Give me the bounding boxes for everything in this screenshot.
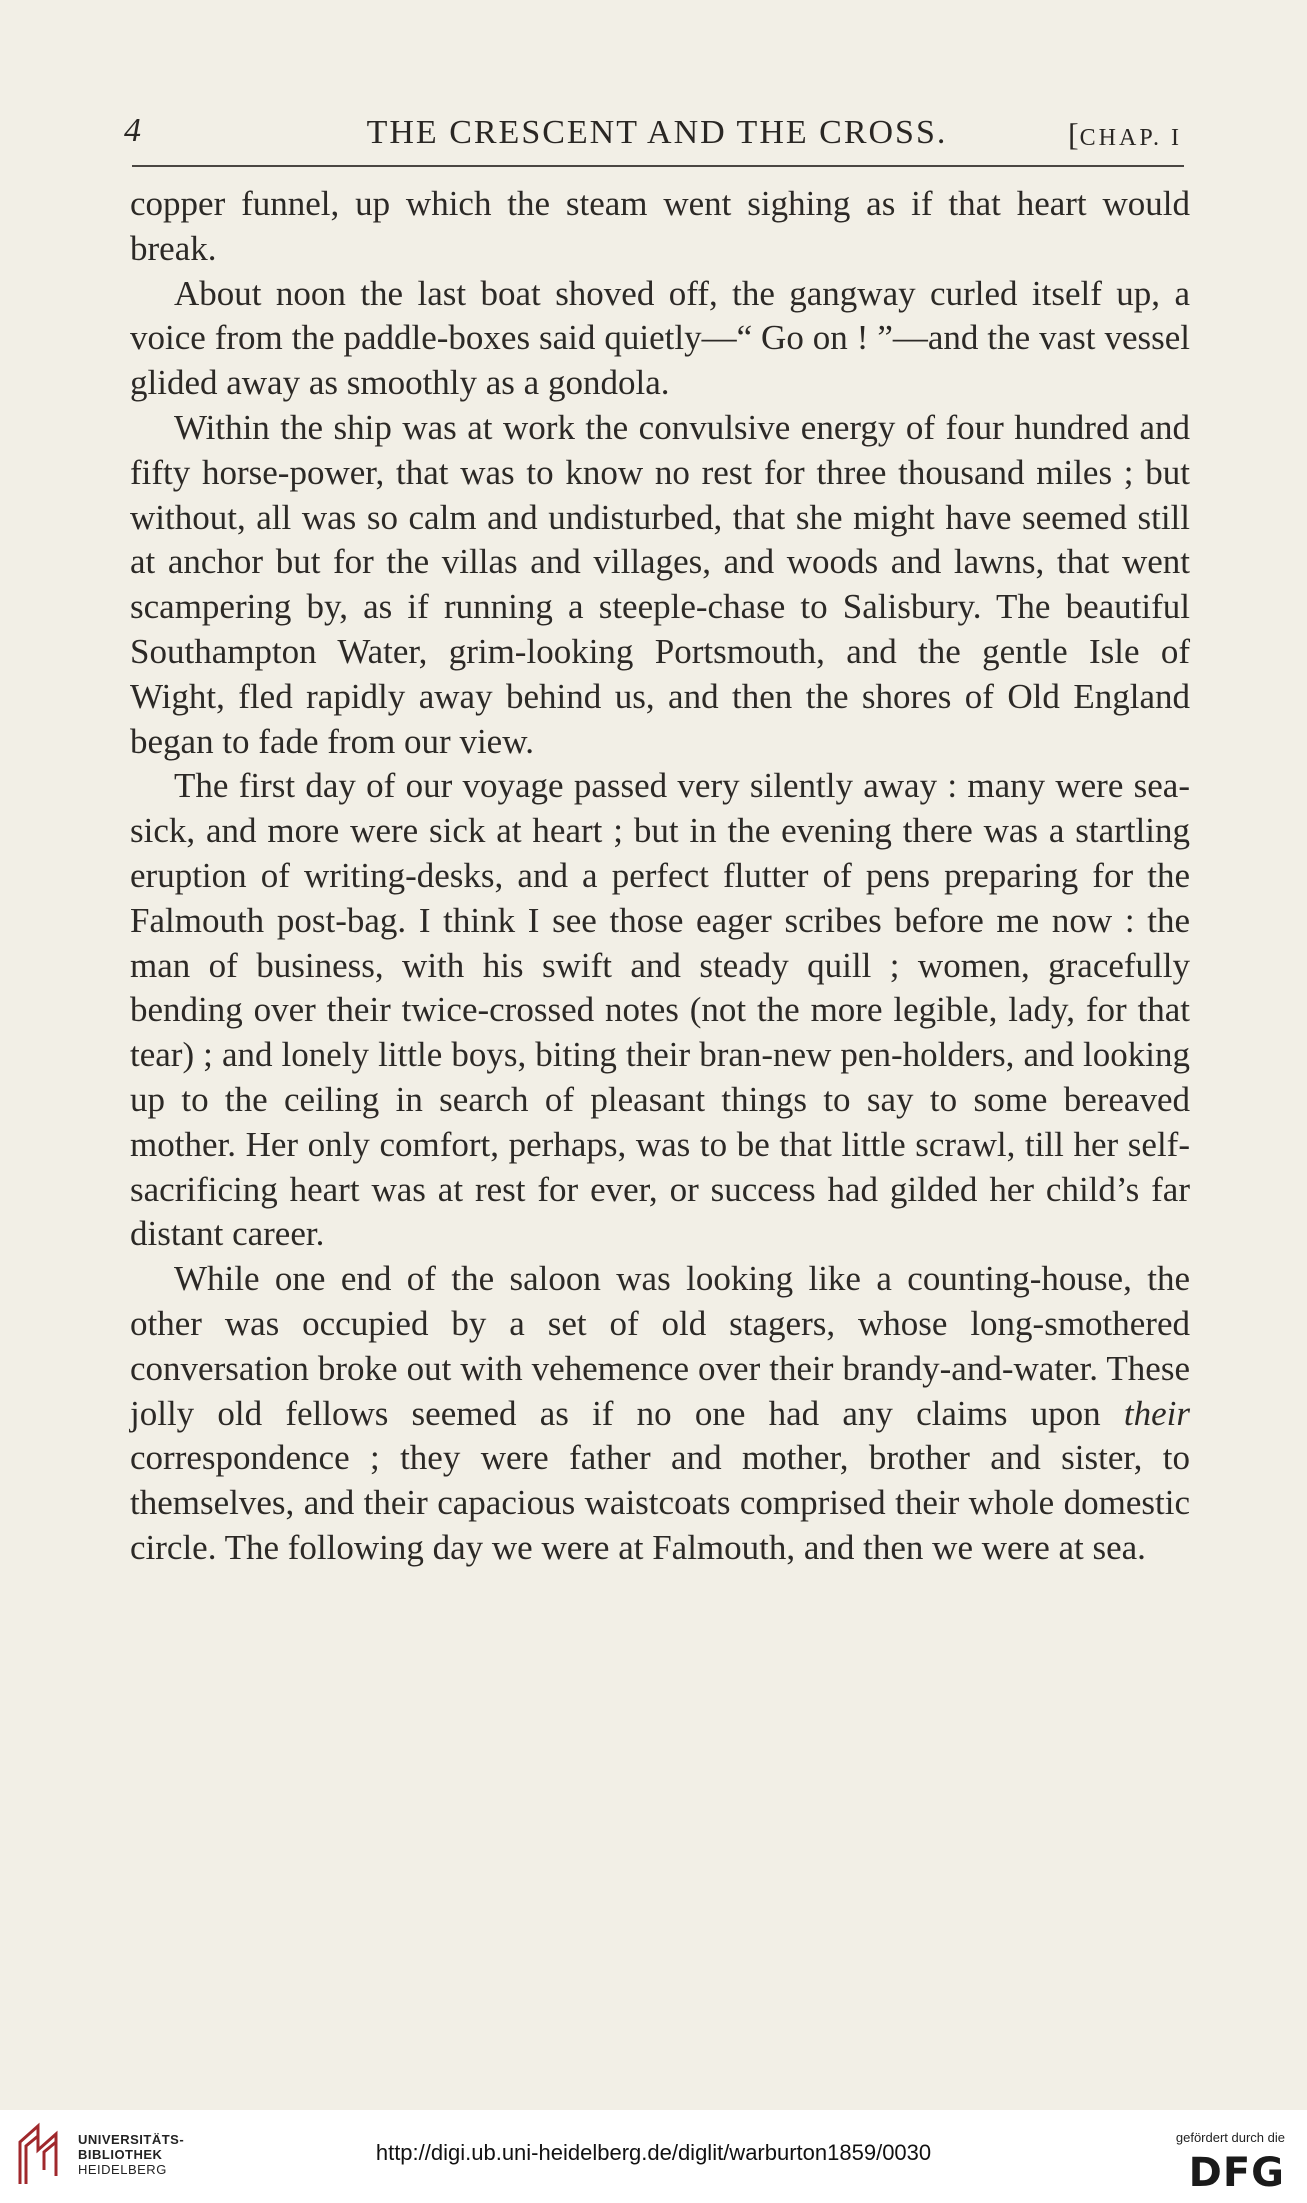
running-title: THE CRESCENT AND THE CROSS. — [366, 114, 948, 151]
digitization-footer — [0, 2110, 1307, 2203]
dfg-logo: DFG — [1188, 2150, 1285, 2196]
chapter-bracket: [ — [1067, 116, 1080, 152]
header-rule — [132, 165, 1184, 167]
paragraph-5-part-1: While one end of the saloon was looking like a counting-house, the other was occupied by a set of old stagers, whose long-smothered conversation broke out with vehemence over their brandy-and-water. These jolly old fellows seemed as if no one had any claims upon — [130, 1259, 1190, 1433]
chapter-label: CHAP. — [1079, 125, 1162, 151]
running-header — [124, 108, 1190, 158]
paragraph-1: copper funnel, up which the steam went sighing as if that heart would break. — [130, 184, 1190, 268]
funding-label: gefördert durch die — [1175, 2130, 1285, 2145]
paragraph-2: About noon the last boat shoved off, the gangway curled itself up, a voice from the paddle-boxes said quietly—“ Go on ! ”—and the vast vessel glided away as smoothly as a gondola. — [130, 273, 1190, 403]
library-name-line-1: UNIVERSITÄTS- — [78, 2132, 185, 2147]
chapter-number: I — [1171, 125, 1182, 151]
paragraph-5 — [130, 1257, 1190, 1571]
paragraph-3: Within the ship was at work the convulsive energy of four hundred and fifty horse-power, that was to know no rest for three thousand miles ; but without, all was so calm and undisturbed, that she might have seemed still at anchor but for the villas and villages, and woods and lawns, that went scampering by, as if running a steeple-chase to Salisbury. The beautiful Southampton Water, grim-looking Portsmouth, and the gentle Isle of Wight, fled rapidly away behind us, and then the shores of Old England began to fade from our view. — [130, 407, 1190, 761]
source-url-link[interactable]: http://digi.ub.uni-heidelberg.de/diglit/warburton1859/0030 — [375, 2140, 932, 2165]
paragraph-5-part-2: correspondence ; they were father and mother, brother and sister, to themselves, and their capacious waistcoats comprised their whole domestic circle. The following day we were at Falmouth, and then we were at sea. — [130, 1438, 1190, 1567]
library-name-line-2: BIBLIOTHEK — [78, 2147, 163, 2162]
body-text — [130, 182, 1190, 1571]
paragraph-4: The first day of our voyage passed very silently away : many were sea-sick, and more were sick at heart ; but in the evening there was a startling eruption of writing-desks, and a perfect flutter of pens preparing for the Falmouth post-bag. I think I see those eager scribes before me now : the man of business, with his swift and steady quill ; women, gracefully bending over their twice-crossed notes (not the more legible, lady, for that tear) ; and lonely little boys, biting their bran-new pen-holders, and looking up to the ceiling in search of pleasant things to say to some bereaved mother. Her only comfort, perhaps, was to be that little scrawl, till her self-sacrificing heart was at rest for ever, or success had gilded her child’s far distant career. — [130, 766, 1190, 1254]
page-number: 4 — [124, 112, 141, 149]
paragraph-5-emphasis: their — [1123, 1393, 1190, 1433]
library-name-line-3: HEIDELBERG — [78, 2162, 167, 2177]
chapter-marker — [1068, 116, 1182, 153]
